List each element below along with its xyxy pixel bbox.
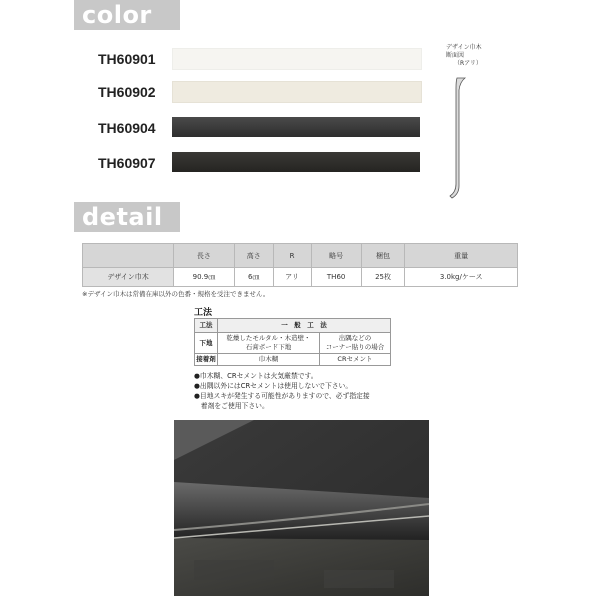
method-cell [218, 333, 320, 354]
spec-header-cell: R [273, 244, 311, 268]
photo-illustration [174, 420, 429, 596]
color-swatch [172, 81, 422, 103]
diagram-label-line2: 断面図 [446, 52, 465, 59]
caution-item: ●目地スキが発生する可能性がありますので、必ず指定接 [194, 392, 370, 400]
caution-item: ●巾木糊、CRセメントは火気厳禁です。 [194, 372, 318, 380]
spec-cell-weight: 3.0kg/ケース [405, 268, 518, 287]
spec-cell-length: 90.9㎝ [174, 268, 235, 287]
detail-section-header: detail [74, 202, 180, 232]
spec-cell-height: 6㎝ [234, 268, 273, 287]
spec-table-row [83, 268, 518, 287]
method-row-label: 下地 [195, 333, 218, 354]
spec-header-cell: 長さ [174, 244, 235, 268]
method-title: 工法 [194, 308, 213, 318]
spec-header-cell [83, 244, 174, 268]
color-code: TH60904 [98, 120, 156, 136]
color-item [98, 117, 428, 139]
spec-cell-r: アリ [273, 268, 311, 287]
caution-item: 着剤をご使用下さい。 [194, 402, 269, 410]
color-item [98, 48, 428, 70]
spec-header-cell: 略号 [311, 244, 361, 268]
color-item [98, 81, 428, 103]
stock-note: ※デザイン巾木は常備在庫以外の色番・規格を受注できません。 [82, 290, 270, 298]
method-header-label: 工法 [195, 319, 218, 333]
method-cell-line: 乾燥したモルタル・木造壁・ [226, 334, 311, 342]
method-cell [319, 333, 390, 354]
color-item [98, 152, 428, 174]
spec-header-cell: 重量 [405, 244, 518, 268]
method-row-substrate [195, 333, 391, 354]
method-cell-line: コーナー貼りの場合 [325, 343, 385, 351]
color-code: TH60901 [98, 51, 156, 67]
method-row-label: 接着剤 [195, 354, 218, 366]
spec-header-cell: 高さ [234, 244, 273, 268]
color-code: TH60907 [98, 155, 156, 171]
caution-item: ●出隅以外にはCRセメントは使用しないで下さい。 [194, 382, 353, 390]
method-cell-line: 石膏ボード下地 [245, 343, 292, 351]
method-cell-line: 出隅などの [338, 334, 372, 342]
color-swatch [172, 152, 420, 172]
color-swatch [172, 117, 420, 137]
spec-header-cell: 梱包 [361, 244, 405, 268]
method-cell: 巾木糊 [218, 354, 320, 366]
spec-cell-product: デザイン巾木 [83, 268, 174, 287]
cross-section-label [446, 44, 526, 68]
spec-table-header-row [83, 244, 518, 268]
cross-section-diagram [448, 76, 472, 200]
method-header-value: 一 般 工 法 [218, 319, 391, 333]
spec-cell-code: TH60 [311, 268, 361, 287]
spec-table [82, 243, 518, 287]
color-swatch [172, 48, 422, 70]
method-cell: CRセメント [319, 354, 390, 366]
method-table [194, 318, 391, 366]
diagram-label-line1: デザイン巾木 [446, 44, 482, 51]
method-header-row [195, 319, 391, 333]
installation-photo [174, 420, 429, 596]
caution-list [194, 371, 424, 411]
spec-cell-package: 25枚 [361, 268, 405, 287]
color-section-header: color [74, 0, 180, 30]
diagram-label-line3: （Rアリ） [454, 60, 482, 67]
method-row-adhesive [195, 354, 391, 366]
color-code: TH60902 [98, 84, 156, 100]
